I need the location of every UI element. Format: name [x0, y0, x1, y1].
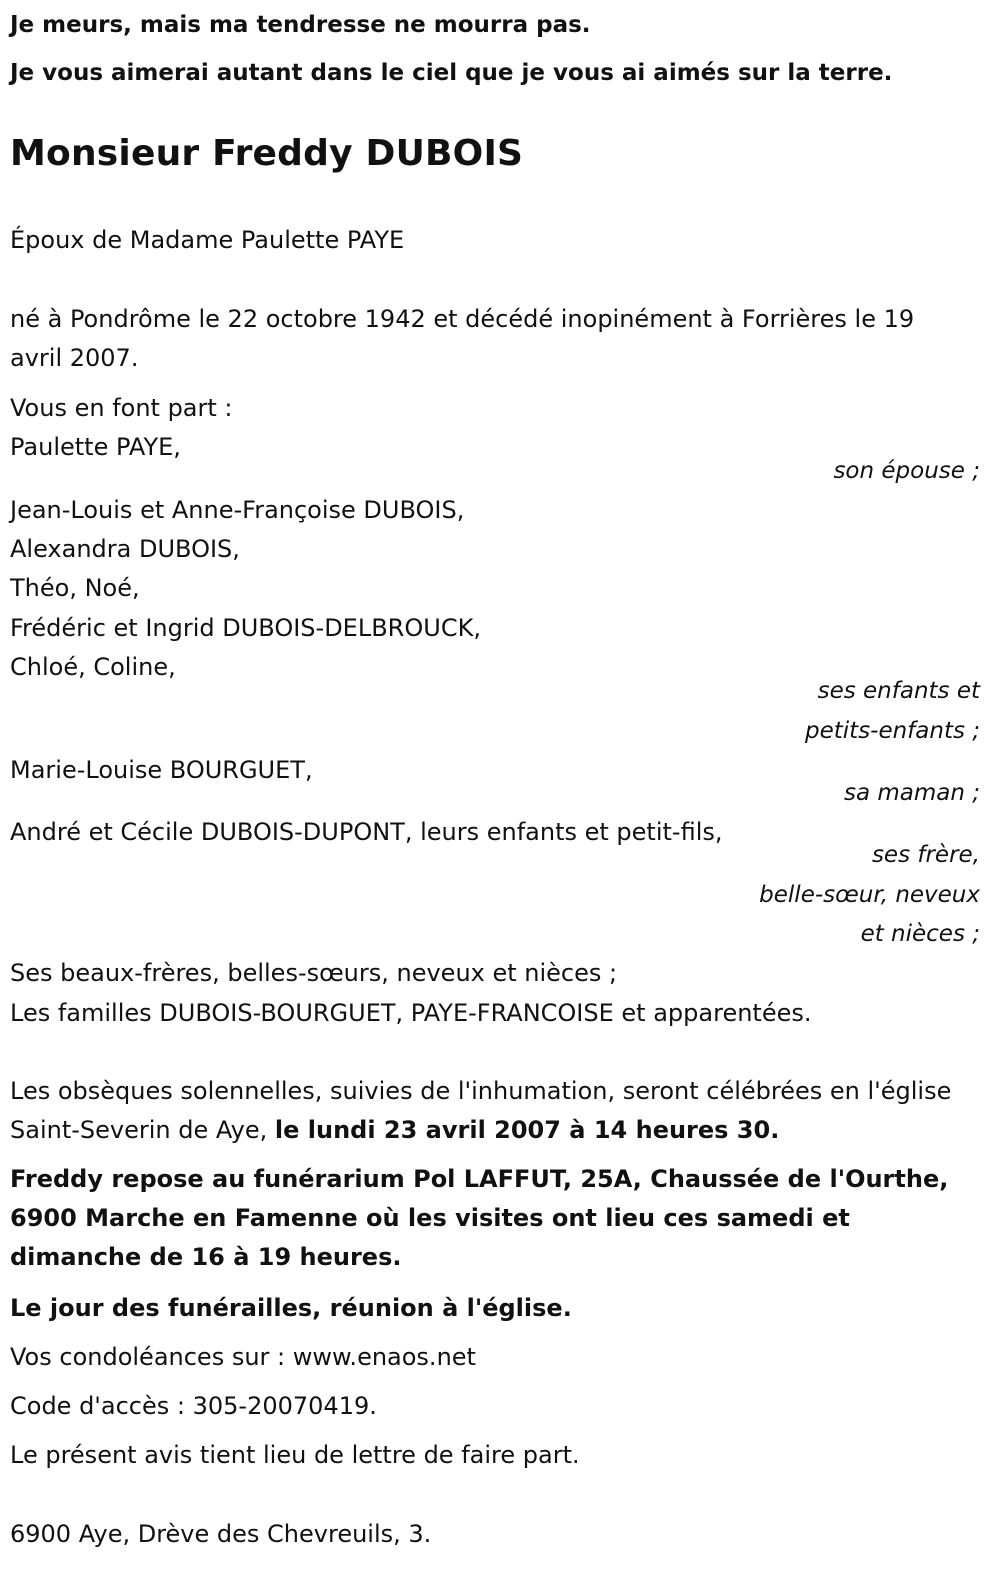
mother-role: sa maman ;	[843, 780, 980, 806]
birth-death-text: né à Pondrôme le 22 octobre 1942 et décédé inopinément à Forrières le 19 avril 2007.	[10, 305, 915, 372]
address-line: 6900 Aye, Drève des Chevreuils, 3.	[10, 1520, 432, 1548]
quote-line-1: Je meurs, mais ma tendresse ne mourra pas.	[10, 12, 591, 38]
access-code-line: Code d'accès : 305-20070419.	[10, 1392, 377, 1420]
brother-role-1: ses frère,	[871, 842, 980, 868]
notice-line: Le présent avis tient lieu de lettre de faire part.	[10, 1441, 580, 1469]
funeral-date: le lundi 23 avril 2007 à 14 heures 30.	[274, 1116, 780, 1144]
child-line: Chloé, Coline,	[10, 653, 176, 681]
children-role-2: petits-enfants ;	[804, 718, 980, 744]
brother-role-2: belle-sœur, neveux	[759, 882, 980, 908]
spouse-line: Époux de Madame Paulette PAYE	[10, 226, 405, 254]
quote-line-2: Je vous aimerai autant dans le ciel que je vous ai aimés sur la terre.	[10, 60, 893, 86]
inlaws-line: Ses beaux-frères, belles-sœurs, neveux et nièces ;	[10, 959, 618, 987]
child-line: Jean-Louis et Anne-Françoise DUBOIS,	[10, 496, 465, 524]
meeting-line: Le jour des funérailles, réunion à l'église.	[10, 1294, 572, 1322]
spouse-role: son épouse ;	[833, 458, 980, 484]
deceased-name: Monsieur Freddy DUBOIS	[10, 133, 524, 174]
announcement-intro: Vous en font part :	[10, 394, 233, 422]
child-line: Frédéric et Ingrid DUBOIS-DELBROUCK,	[10, 614, 481, 642]
funeral-text	[10, 1072, 970, 1150]
mother-name: Marie-Louise BOURGUET,	[10, 756, 313, 784]
visit-text: Freddy repose au funérarium Pol LAFFUT, 25A, Chaussée de l'Ourthe, 6900 Marche en Famenne où les visites ont lieu ces samedi et dimanche de 16 à 19 heures.	[10, 1165, 949, 1271]
child-line: Théo, Noé,	[10, 574, 140, 602]
funeral-text-part1: Les obsèques solennelles, suivies de l'inhumation, seront célébrées en l'église Saint-Severin de Aye,	[10, 1077, 952, 1144]
condolences-line: Vos condoléances sur : www.enaos.net	[10, 1343, 476, 1371]
families-line: Les familles DUBOIS-BOURGUET, PAYE-FRANCOISE et apparentées.	[10, 999, 812, 1027]
spouse-name: Paulette PAYE,	[10, 433, 181, 461]
brother-role-3: et nièces ;	[860, 921, 980, 947]
brother-line: André et Cécile DUBOIS-DUPONT, leurs enfants et petit-fils,	[10, 818, 723, 846]
child-line: Alexandra DUBOIS,	[10, 535, 240, 563]
children-role-1: ses enfants et	[817, 678, 980, 704]
